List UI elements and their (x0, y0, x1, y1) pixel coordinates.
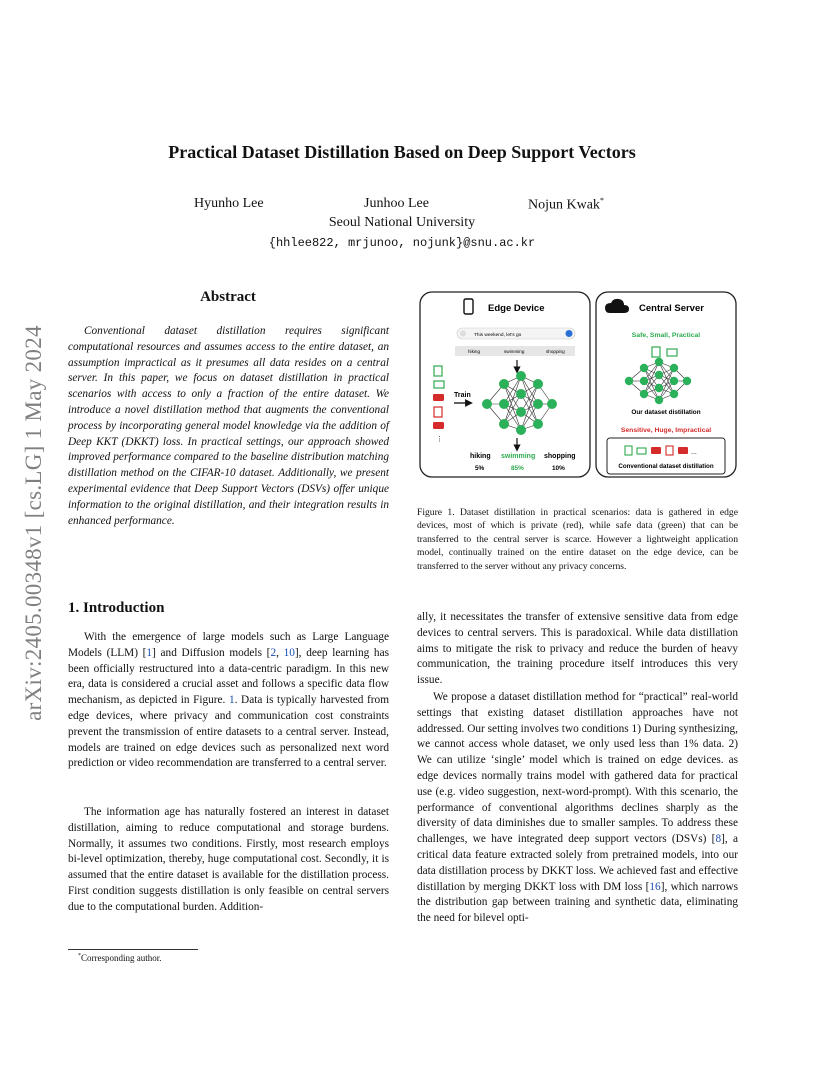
arxiv-watermark (4, 288, 64, 758)
send-icon (566, 330, 573, 337)
text-run: ], a critical data feature extracted solely from pretrained models, into our data distillation process by DKKT loss. We achieved fast and effective distillation by merging DKKT loss with DM loss [ (417, 833, 738, 893)
abstract-heading: Abstract (200, 289, 256, 305)
chat-plus-icon (460, 331, 466, 337)
phone-icon (464, 299, 473, 314)
citation-link[interactable]: 10 (283, 646, 295, 659)
intro-paragraph-1 (68, 630, 389, 772)
text-run: ], deep learning has been officially restructured into a data-centric paradigm. In this new era, data is considered a crucial asset and follows a specific data flow mechanism, as depicted in Figure. (68, 646, 389, 707)
output-swimming-pct: 85% (511, 465, 524, 472)
output-shopping-label: shopping (544, 453, 576, 460)
safe-label: Safe, Small, Practical (631, 332, 701, 339)
citation-link[interactable]: 8 (715, 833, 722, 846)
figure-1-caption: Figure 1. Dataset distillation in practical scenarios: data is gathered in edge devices, most of which is private (red), while safe data (green) that can be transferred to the central server is scarce. However a lightweight application model, continually trained on the entire dataset on the edge device, can be transferred to the server without any privacy concerns. (417, 507, 738, 572)
footnote-rule (68, 949, 198, 950)
col2-paragraph-2 (417, 690, 738, 927)
citation-link[interactable]: 2 (270, 646, 277, 659)
output-shopping-pct: 10% (552, 465, 565, 472)
author-2: Junhoo Lee (364, 196, 429, 211)
sensitive-data-icons (625, 446, 688, 455)
footnote (78, 953, 162, 963)
sensitive-label: Sensitive, Huge, Impractical (620, 427, 712, 434)
footnote-text: Corresponding author. (81, 953, 162, 963)
section-heading-introduction: 1. Introduction (68, 600, 165, 616)
data-icons-column (433, 366, 444, 443)
conventional-label: Conventional dataset distillation (618, 463, 714, 470)
edge-network-nodes (482, 371, 557, 435)
text-run: ], which narrows the distribution gap between training and synthetic data, eliminating the need for bilevel opti- (417, 880, 739, 925)
server-network-links (629, 362, 687, 400)
option-shopping: shopping (546, 349, 565, 354)
author-emails: {hhlee822, mrjunoo, nojunk}@snu.ac.kr (268, 236, 536, 250)
safe-data-icons (652, 347, 677, 357)
our-distillation-label: Our dataset distillation (631, 409, 701, 416)
figure-1 (417, 290, 739, 480)
edge-device-title: Edge Device (488, 303, 545, 314)
author-1: Hyunho Lee (194, 196, 264, 211)
author-3 (528, 196, 604, 214)
citation-link[interactable]: 1 (146, 646, 153, 659)
text-run: . Data is typically harvested from edge devices, where privacy and communication cost constraints prevent the transmission of entire datasets to a central server. Instead, models are trained on edge devices such as personalized next word prediction or video recommendation are transferred to a central server. (68, 694, 389, 770)
footnote-mark: * (78, 953, 81, 959)
more-ellipsis: ... (691, 449, 697, 456)
abstract-text: Conventional dataset distillation requires significant computational resources and assumes access to the entire dataset, an assumption impractical as it presumes all data resides on a central server. In this paper, we focus on dataset distillation in practical scenarios with access to only a fraction of the entire dataset. We introduce a novel distillation method that augments the conventional process by incorporating general model knowledge via the addition of Deep KKT (DKKT) loss. In practical settings, our approach showed improved performance compared to the baseline distribution matching distillation method on the CIFAR-10 dataset. Additionally, we present experimental evidence that Deep Support Vectors (DSVs) offer unique information to the original distillation, and their integration results in enhanced performance. (68, 325, 389, 527)
affiliation: Seoul National University (328, 215, 476, 230)
svg-text:⋮: ⋮ (436, 436, 443, 443)
option-swimming: swimming (504, 349, 525, 354)
output-hiking-pct: 5% (475, 465, 485, 472)
text-run: With the emergence of large models such as Large Language Models (LLM) [ (68, 631, 389, 659)
author-3-name: Nojun Kwak (528, 197, 600, 213)
text-run: , (276, 646, 284, 659)
option-hiking: hiking (468, 349, 481, 354)
col2-paragraph-1: ally, it necessitates the transfer of extensive sensitive data from edge devices to central servers. This is paradoxical. While data distillation aims to mitigate the risk to privacy and reduce the burden of heavy communication, the training procedure itself introduces this very issue. (417, 611, 738, 687)
paper-title: Practical Dataset Distillation Based on Deep Support Vectors (168, 142, 636, 162)
intro-paragraph-2: The information age has naturally fostered an interest in dataset distillation, aiming to reduce computational and storage burdens. Normally, it assumes two conditions. Firstly, most research employs bi-level optimization, thereby, huge computational cost. Secondly, it is assumed that the entire dataset is available for the distillation process. First condition suggests distillation is only feasible on central servers due to the computational burden. Addition- (68, 806, 389, 913)
cloud-icon (605, 299, 629, 313)
citation-link[interactable]: 16 (649, 880, 661, 893)
central-server-title: Central Server (639, 303, 704, 314)
arxiv-id: arXiv:2405.00348v1 [cs.LG] 1 May 2024 (21, 325, 46, 721)
text-run: We propose a dataset distillation method for “practical” real-world settings that existing dataset distillation approaches have not addressed. Our setting involves two conditions 1) During synthesizing, we cannot access whole dataset, we only used less than 1% data. 2) We can utilize ‘single’ model which is trained on edge devices. as edge devices normally trains model with gathered data for practical use (e.g. video suggestion, next-word-prompt). With this scenario, the performance of conventional algorithms declines sharply as the diversity of data diminishes due to smaller samples. To address these challenges, we have integrated deep support vectors (DSVs) [ (417, 691, 738, 846)
text-run: ] and Diffusion models [ (152, 646, 271, 659)
figure-link[interactable]: 1 (228, 694, 235, 707)
author-mark: * (599, 196, 604, 205)
output-hiking-label: hiking (470, 453, 491, 460)
chat-text: This weekend, let's go (474, 333, 522, 338)
train-label: Train (454, 392, 471, 399)
output-swimming-label: swimming (501, 453, 536, 460)
